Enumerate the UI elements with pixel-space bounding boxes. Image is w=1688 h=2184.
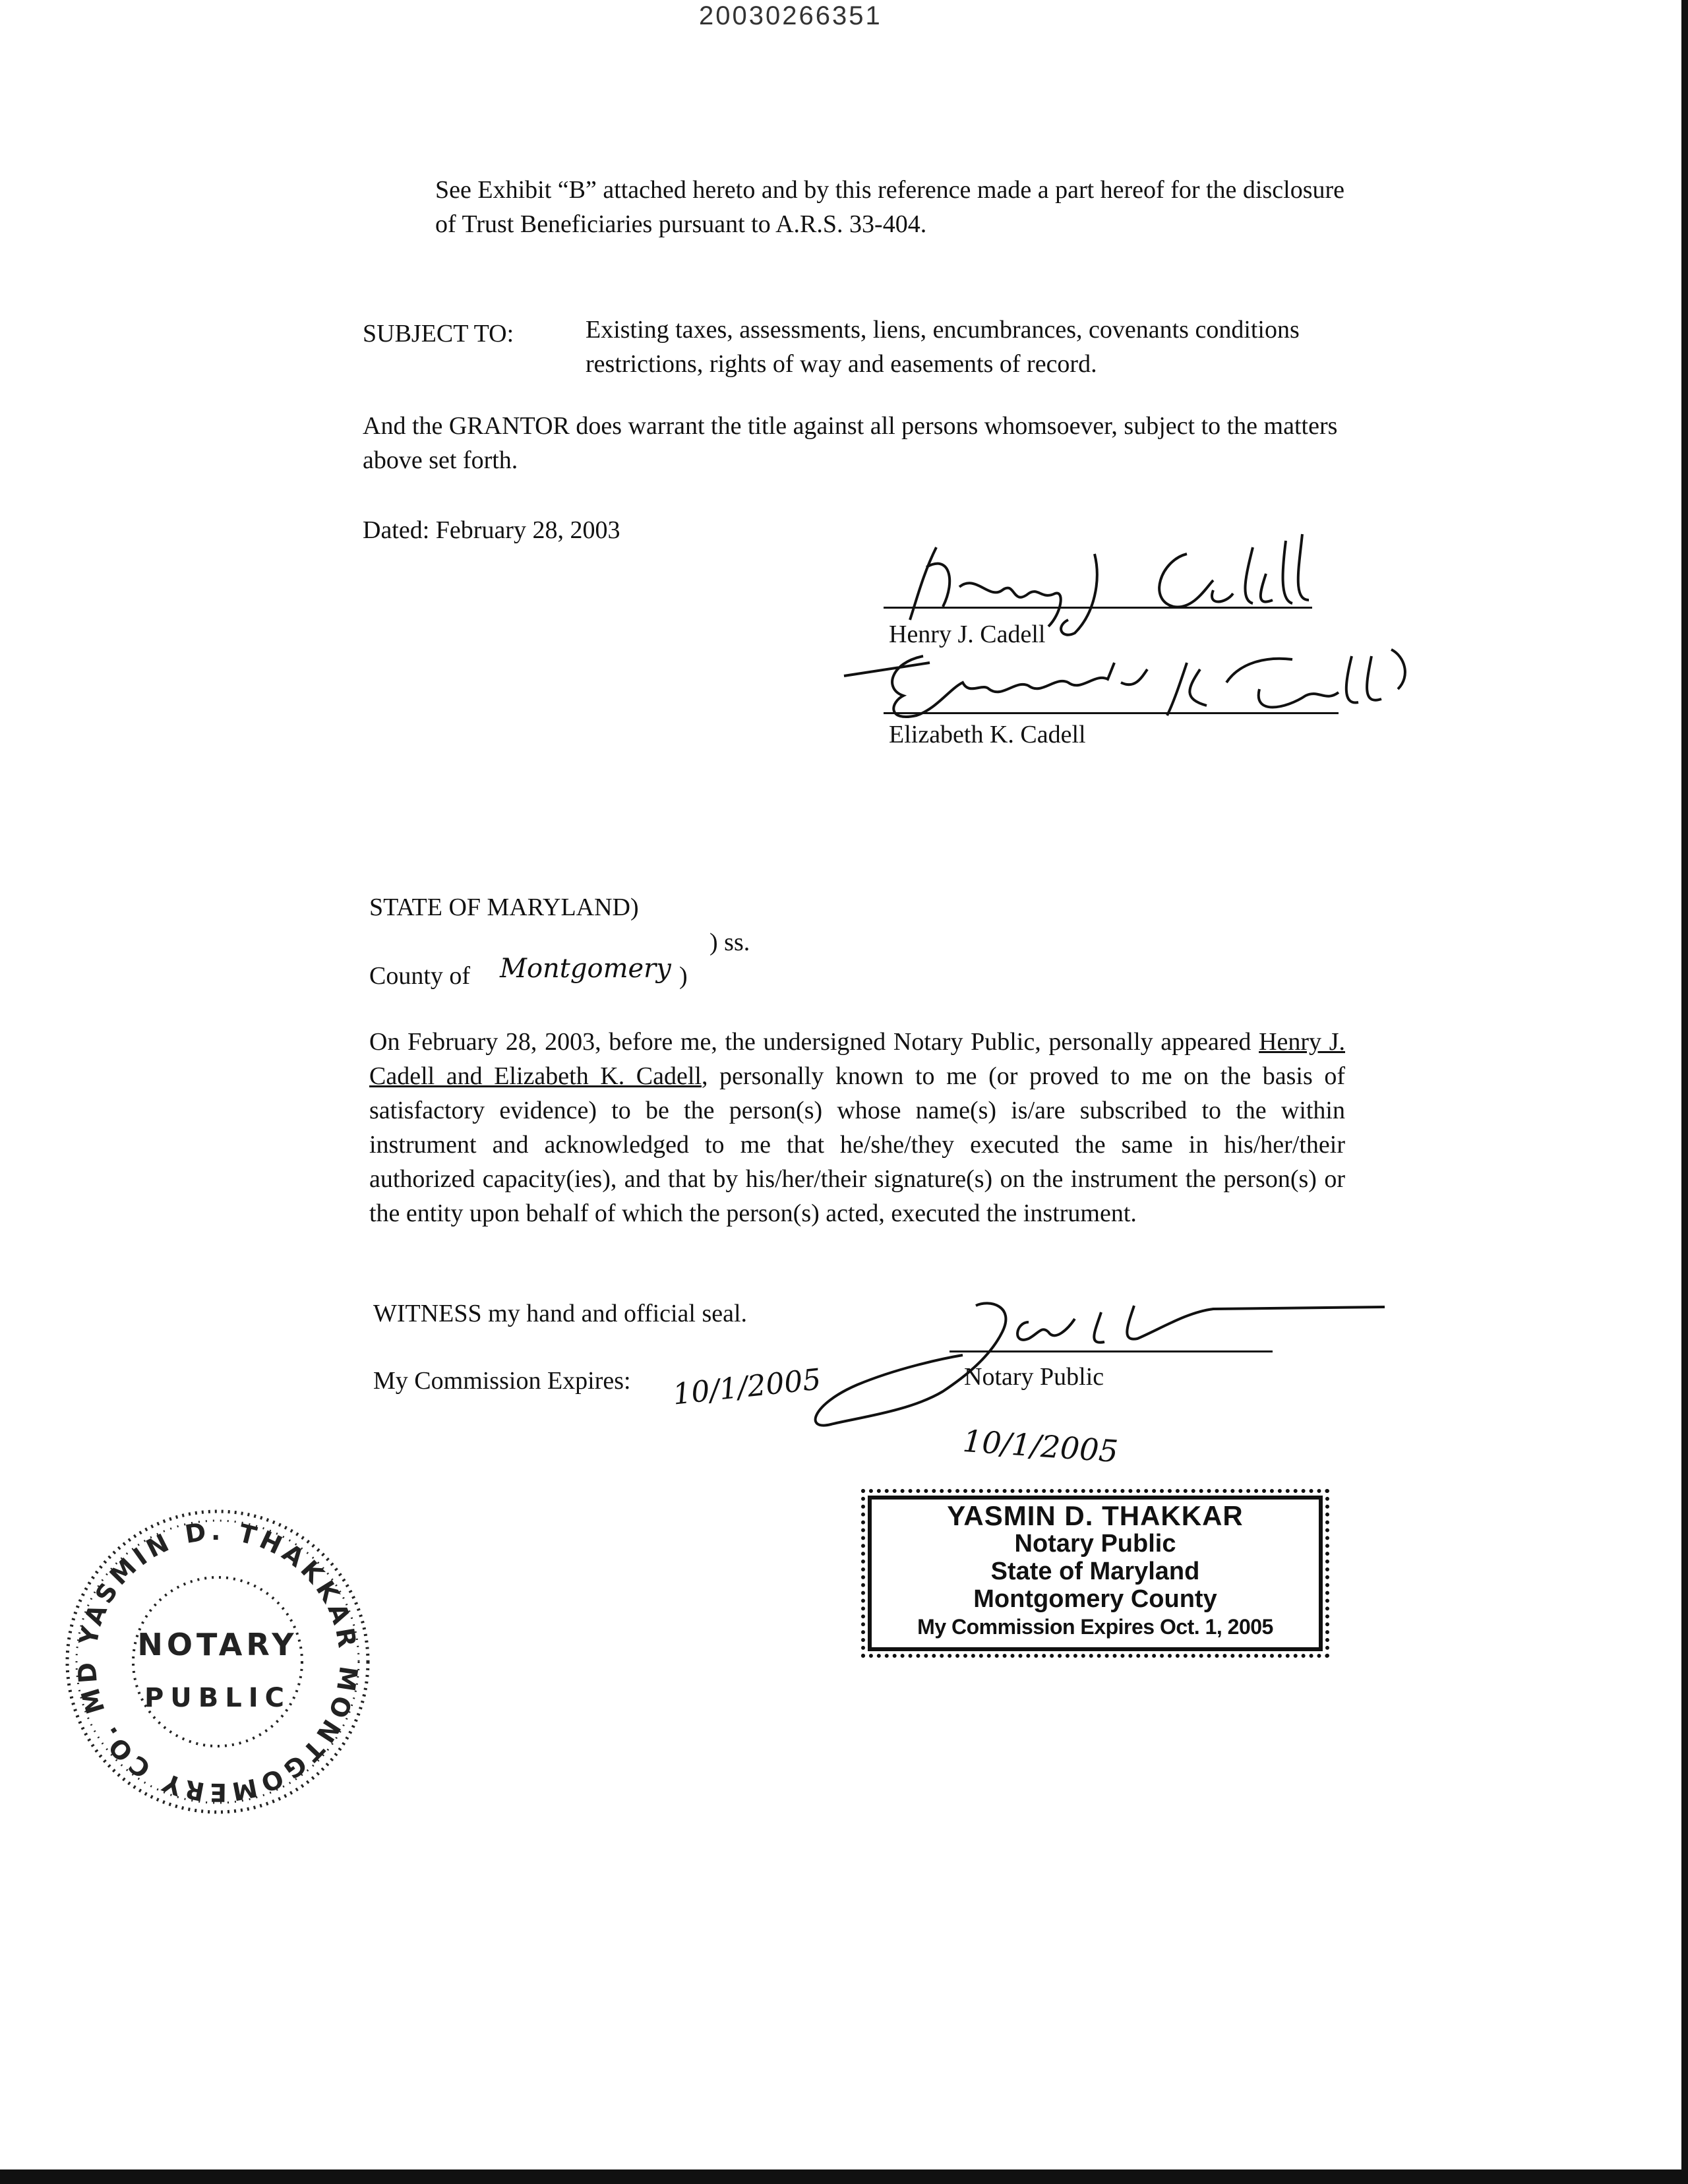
henry-signature-line bbox=[884, 607, 1312, 609]
notary-signature-line bbox=[950, 1350, 1273, 1352]
stamp-state: State of Maryland bbox=[990, 1558, 1200, 1585]
henry-name-label: Henry J. Cadell bbox=[889, 621, 1046, 648]
ss-marker: ) ss. bbox=[709, 928, 750, 956]
notary-public-label: Notary Public bbox=[964, 1363, 1104, 1391]
scan-edge-right bbox=[1681, 0, 1688, 2184]
grantor-warranty-paragraph: And the GRANTOR does warrant the title against all persons whomsoever, subject to the matters above set forth. bbox=[363, 412, 1338, 474]
seal-center-bottom: PUBLIC bbox=[144, 1683, 291, 1713]
county-handwritten: Montgomery bbox=[500, 954, 671, 984]
witness-line: WITNESS my hand and official seal. bbox=[373, 1300, 748, 1327]
notary-seal-icon bbox=[53, 1497, 382, 1827]
seal-center-top: NOTARY bbox=[137, 1627, 298, 1662]
subject-to-label: SUBJECT TO: bbox=[363, 320, 514, 348]
stamp-expiration: My Commission Expires Oct. 1, 2005 bbox=[917, 1615, 1273, 1639]
notary-handwritten-date: 10/1/2005 bbox=[961, 1422, 1120, 1470]
scan-edge-bottom bbox=[0, 2169, 1688, 2184]
elizabeth-name-label: Elizabeth K. Cadell bbox=[889, 721, 1086, 748]
document-number: 20030266351 bbox=[699, 1, 882, 30]
acknowledgment-paragraph bbox=[369, 1025, 1345, 1230]
ack-rest: , personally known to me (or proved to me on the basis of satisfactory evidence) to be the person(s) whose name(s) is/are subscribed to the within instrument and acknowledged to me that he/she/they executed the same in his/her/their authorized capacity(ies), and that by his/her/their signature(s) on the instrument the person(s) or the entity upon behalf of which the person(s) acted, executed the instrument. bbox=[369, 1062, 1345, 1227]
ack-names: Henry J. Cadell and Elizabeth K. Cadell bbox=[369, 1028, 1345, 1090]
subject-to-text: Existing taxes, assessments, liens, encumbrances, covenants conditions restrictions, rights of way and easements of record. bbox=[586, 316, 1300, 378]
county-label: County of bbox=[369, 962, 471, 990]
county-close-paren: ) bbox=[679, 962, 688, 990]
seal-ring-text: YASMIN D. THAKKAR MONTGOMERY CO. MD bbox=[72, 1516, 363, 1807]
stamp-title: Notary Public bbox=[1014, 1530, 1176, 1558]
elizabeth-signature-line bbox=[884, 712, 1339, 714]
state-venue: STATE OF MARYLAND) bbox=[369, 894, 639, 921]
notary-stamp bbox=[868, 1496, 1323, 1651]
elizabeth-signature bbox=[831, 643, 1464, 729]
commission-handwritten-date: 10/1/2005 bbox=[671, 1362, 823, 1412]
stamp-county: Montgomery County bbox=[973, 1585, 1217, 1613]
stamp-name: YASMIN D. THAKKAR bbox=[947, 1500, 1244, 1531]
exhibit-paragraph: See Exhibit “B” attached hereto and by this reference made a part hereof for the disclosure of Trust Beneficiaries pursuant to A.R.S. 33-404. bbox=[435, 176, 1345, 238]
ack-intro: On February 28, 2003, before me, the undersigned Notary Public, personally appeared bbox=[369, 1028, 1251, 1056]
commission-expires-label: My Commission Expires: bbox=[373, 1367, 631, 1395]
dated-line: Dated: February 28, 2003 bbox=[363, 516, 620, 544]
